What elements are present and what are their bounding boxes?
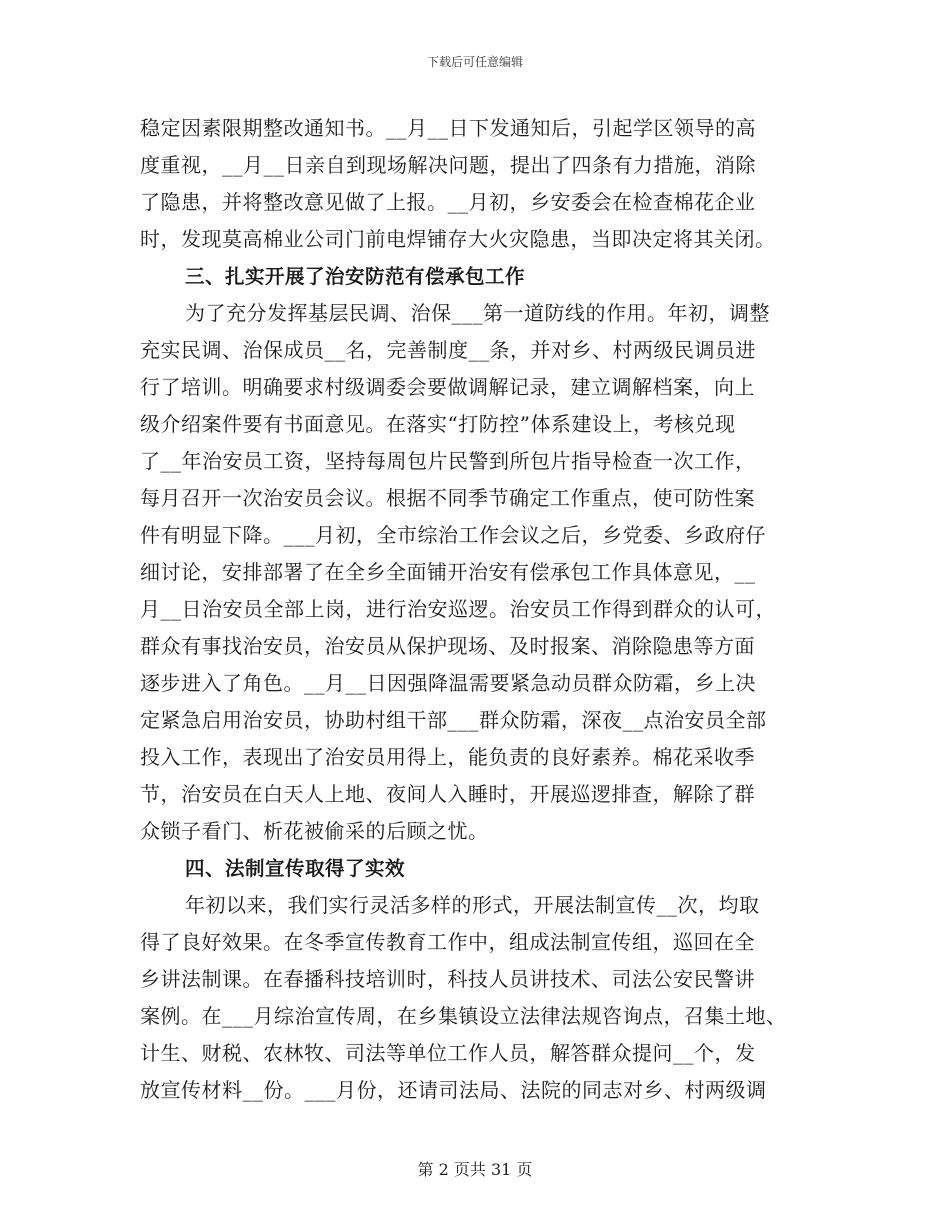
body-text-line: 乡讲法制课。在春播科技培训时，科技人员讲技术、司法公安民警讲 xyxy=(140,967,755,991)
body-text-line: 件有明显下降。___月初，全市综治工作会议之后，乡党委、乡政府仔 xyxy=(140,523,766,547)
body-text-line: 了隐患，并将整改意见做了上报。__月初，乡安委会在检查棉花企业 xyxy=(140,190,756,214)
body-text-line: 时，发现莫高棉业公司门前电焊铺存大火灾隐患，当即决定将其关闭。 xyxy=(140,227,776,251)
body-text-line: 节，治安员在白天人上地、夜间人入睡时，开展巡逻排查，解除了群 xyxy=(140,782,755,806)
paragraph-start-line: 年初以来，我们实行灵活多样的形式，开展法制宣传__次，均取 xyxy=(185,893,760,917)
body-text-line: 了__年治安员工资，坚持每周包片民警到所包片指导检查一次工作， xyxy=(140,449,756,473)
page-header: 下载后可任意编辑 xyxy=(426,55,523,69)
body-text-line: 案例。在___月综治宣传周，在乡集镇设立法律法规咨询点，召集土地、 xyxy=(140,1004,787,1028)
body-text-line: 行了培训。明确要求村级调委会要做调解记录，建立调解档案，向上 xyxy=(140,375,755,399)
body-text-line: 月__日治安员全部上岗，进行治安巡逻。治安员工作得到群众的认可， xyxy=(140,597,776,621)
body-text-line: 充实民调、治保成员__名，完善制度__条，并对乡、村两级民调员进 xyxy=(140,338,756,362)
body-text-line: 稳定因素限期整改通知书。__月__日下发通知后，引起学区领导的高 xyxy=(140,116,756,140)
body-text-line: 度重视，__月__日亲自到现场解决问题，提出了四条有力措施，消除 xyxy=(140,153,756,177)
body-text-line: 逐步进入了角色。__月__日因强降温需要紧急动员群众防霜，乡上决 xyxy=(140,671,756,695)
page-footer: 第 2 页共 31 页 xyxy=(417,1160,533,1179)
body-text-line: 细讨论，安排部署了在全乡全面铺开治安有偿承包工作具体意见，__ xyxy=(140,560,756,584)
body-text-line: 投入工作，表现出了治安员用得上，能负责的良好素养。棉花采收季 xyxy=(140,745,755,769)
paragraph-start-line: 为了充分发挥基层民调、治保___第一道防线的作用。年初，调整 xyxy=(185,301,770,325)
body-text-line: 计生、财税、农林牧、司法等单位工作人员，解答群众提问__个，发 xyxy=(140,1041,756,1065)
body-text-line: 得了良好效果。在冬季宣传教育工作中，组成法制宣传组，巡回在全 xyxy=(140,930,755,954)
body-text-line: 放宣传材料__份。___月份，还请司法局、法院的同志对乡、村两级调 xyxy=(140,1078,767,1102)
body-text-line: 级介绍案件要有书面意见。在落实“打防控”体系建设上，考核兑现 xyxy=(140,412,736,436)
body-text-line: 每月召开一次治安员会议。根据不同季节确定工作重点，使可防性案 xyxy=(140,486,755,510)
body-text-line: 众锁子看门、析花被偷采的后顾之忧。 xyxy=(140,819,489,843)
document-body xyxy=(140,110,820,1109)
section-heading-3: 三、扎实开展了治安防范有偿承包工作 xyxy=(185,265,526,288)
section-heading-4: 四、法制宣传取得了实效 xyxy=(185,857,406,880)
body-text-line: 定紧急启用治安员，协助村组干部___群众防霜，深夜__点治安员全部 xyxy=(140,708,767,732)
body-text-line: 群众有事找治安员，治安员从保护现场、及时报案、消除隐患等方面 xyxy=(140,634,755,658)
